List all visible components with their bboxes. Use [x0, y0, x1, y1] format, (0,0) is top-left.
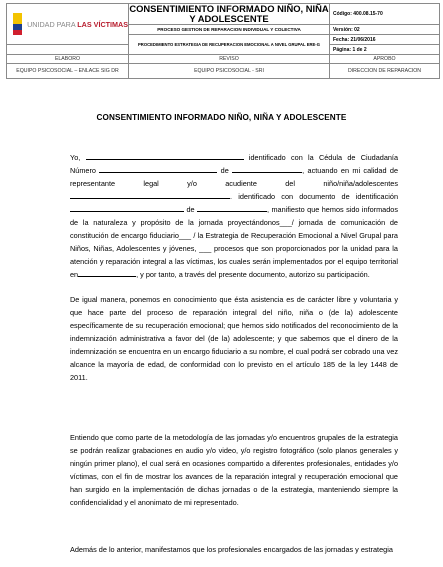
- consent-paragraph-3: Entiendo que como parte de la metodología de las jornadas y/o encuentros grupales de la estrategia se podrán realizar grabaciones en audio y/o video, y/o registro fotográfico (solo planos generales y ningún primer plano), el cual será en ocasiones compartido a diferentes profesionales, entidades y/o víctimas, con el fin de mostrar los avances de la reparación integral y recuperación emocional que han surgido en la implementación de dichas jornadas o de la estrategia, manteniendo siempre la confidencialidad y el anonimato de mi representado.: [70, 433, 398, 507]
- territory-blank[interactable]: [78, 270, 136, 277]
- p1-yo: Yo,: [70, 153, 81, 162]
- document-header-table: [6, 3, 440, 79]
- header-date: Fecha: 21/06/2016: [330, 35, 440, 45]
- document-title: CONSENTIMIENTO INFORMADO NIÑO, NIÑA Y ADOLESCENTE: [96, 113, 347, 122]
- consent-paragraph-4: Además de lo anterior, manifestamos que los profesionales encargados de las jornadas y estrategia: [70, 545, 393, 554]
- aprobo-value: DIRECCION DE REPARACION: [330, 64, 440, 79]
- child-document-place-blank[interactable]: [197, 205, 267, 212]
- logo-cell-bottom: [7, 45, 129, 55]
- elaboro-value: EQUIPO PSICOSOCIAL – ENLACE SIG DR: [7, 64, 129, 79]
- name-blank[interactable]: [86, 153, 244, 160]
- child-name-blank[interactable]: [70, 192, 230, 199]
- p1-de-2: de: [186, 205, 195, 214]
- header-title: CONSENTIMIENTO INFORMADO NIÑO, NIÑA Y ADOLESCENTE: [129, 3, 329, 24]
- p1-de: de: [220, 166, 229, 175]
- reviso-value: EQUIPO PSICOSOCIAL - SRI: [129, 64, 330, 79]
- p1-manifest-text: , manifiesto que hemos sido informados de la naturaleza y propósito de la jornada proyectándonos___/ jornada de comunicación de constitución de encargo fiduciario___ / la Estrategia de Recuperación Emocional a Nivel Grupal para Niños, Niñas, Adolescentes y jóvenes, ___ procesos que son proporcionados por la unidad para la atención y reparación integral a las víctimas, los cuales serán implementados por el equipo territorial en: [70, 205, 398, 279]
- consent-paragraph-2: De igual manera, ponemos en conocimiento que ésta asistencia es de carácter libre y voluntaria y que hace parte del proceso de reparación integral del niño, niña o (de la) adolescente específicamente de su recuperación emocional; que hemos sido notificados del reconocimiento de la indemnización administrativa a favor del (de la) adolescente; y que sabemos que el dinero de la indemnización se encuentra en un encargo fiduciario a su nombre, el cual podrá ser cobrado una vez alcance la mayoría de edad, de conformidad con lo previsto en el artículo 185 de la ley 1448 de 2011.: [70, 295, 398, 382]
- p1-authorize-text: , y por tanto, a través del presente documento, autorizo su participación.: [136, 270, 370, 279]
- consent-paragraph-1: [70, 151, 398, 281]
- header-version: Versión: 02: [330, 25, 440, 35]
- cedula-place-blank[interactable]: [232, 166, 302, 173]
- logo-text-prefix: UNIDAD PARA: [27, 19, 76, 29]
- logo-cell: [7, 4, 129, 45]
- cedula-number-blank[interactable]: [99, 166, 217, 173]
- header-process: PROCESO GESTION DE REPARACION INDIVIDUAL Y COLECTIVA: [129, 25, 330, 35]
- header-page: Página: 1 de 2: [330, 45, 440, 55]
- unidad-victimas-logo: [7, 7, 128, 42]
- child-document-blank[interactable]: [70, 205, 184, 212]
- p1-representative-text: , actuando en mi calidad de representante legal y/o acudiente del niño/niña/adolescentes: [70, 166, 399, 188]
- logo-text: [27, 20, 128, 29]
- colombia-flag-icon: [13, 13, 22, 35]
- header-procedure: PROCEDIMIENTO ESTRATEGIA DE RECUPERACION EMOCIONAL A NIVEL GRUPAL ERE-G: [129, 35, 330, 55]
- p1-identified-text: . identificado con documento de identificación: [230, 192, 398, 201]
- logo-text-strong: LAS VÍCTIMAS: [77, 19, 128, 29]
- header-code: Código: 400.08.15-70: [330, 4, 440, 25]
- p1-cedula-text: identificado con la Cédula de Ciudadanía Número: [70, 153, 399, 175]
- elaboro-heading: ELABORO: [7, 55, 129, 64]
- reviso-heading: REVISO: [129, 55, 330, 64]
- aprobo-heading: APROBO: [330, 55, 440, 64]
